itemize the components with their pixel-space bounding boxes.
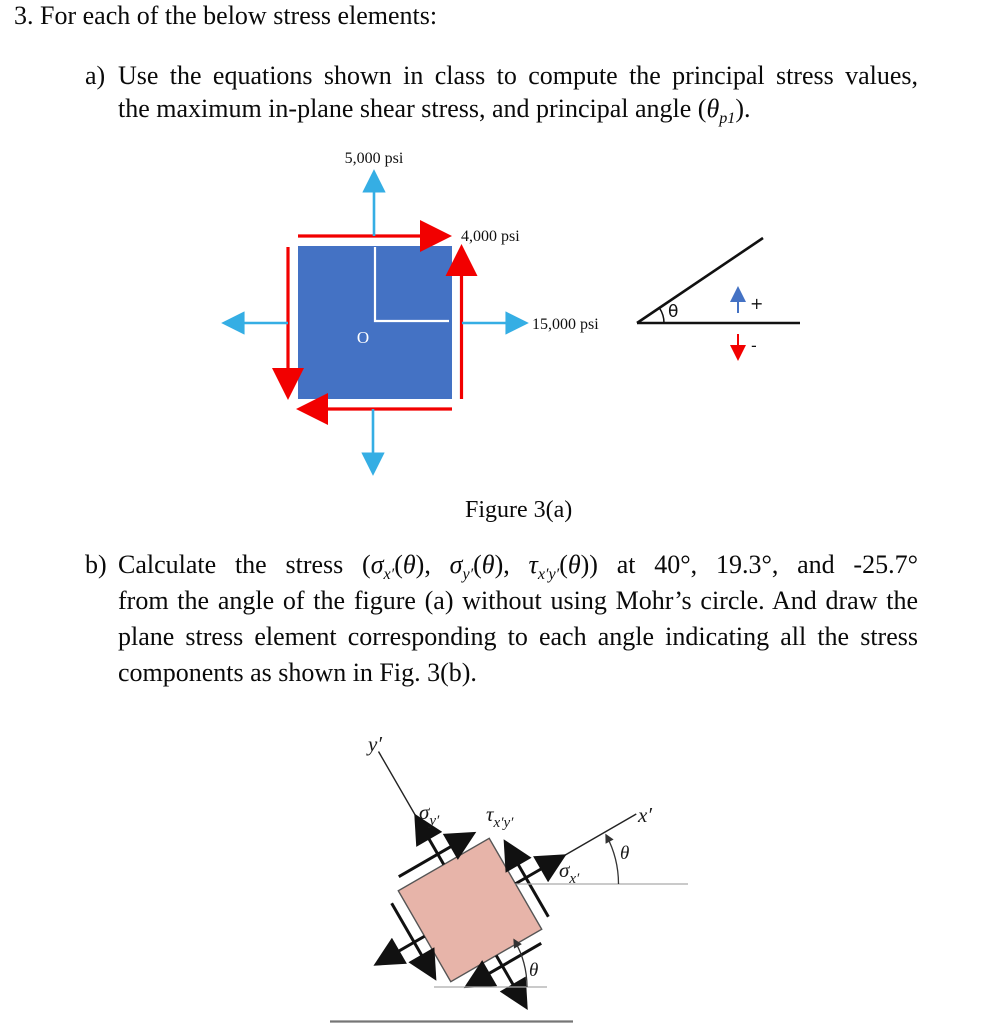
- origin-label: O: [356, 328, 370, 347]
- x-prime-axis-label: x′: [638, 803, 652, 827]
- paren: ),: [415, 550, 450, 579]
- part-b-marker: b): [85, 550, 107, 579]
- part-b-line4: components as shown in Fig. 3(b).: [118, 658, 477, 687]
- plus-label: +: [750, 294, 764, 313]
- lower-theta-arc: [515, 941, 528, 988]
- tau-x-prime-y-prime-label: $\tau_{x'y'}$: [486, 802, 514, 831]
- sigma-x-sub: x′: [383, 566, 395, 584]
- paren: (: [559, 550, 568, 579]
- sign-convention-diagram: [637, 238, 800, 357]
- part-a-marker: a): [85, 61, 106, 90]
- theta-subscript: p1: [719, 110, 736, 128]
- sigma-y-sub: y′: [462, 566, 474, 584]
- part-a-line2-end: ).: [735, 94, 751, 123]
- theta-symbol: θ: [481, 550, 495, 579]
- sigma-x-prime-label: $\sigma_{x'}$: [559, 858, 580, 887]
- upper-theta-arc: [606, 836, 618, 884]
- figure-b-diagram: [0, 700, 991, 1024]
- paren: (: [394, 550, 403, 579]
- y-prime-axis-label: y′: [368, 732, 382, 756]
- sigma-y-value-label: 5,000 psi: [344, 150, 404, 167]
- part-b-line1-pre: Calculate the stress (: [118, 550, 371, 579]
- figure-a-caption: Figure 3(a): [465, 497, 573, 523]
- upper-theta-label: θ: [620, 843, 630, 864]
- part-b-line2: from the angle of the figure (a) without using Mohr’s circle. And draw the: [118, 586, 918, 615]
- tau-sub: x′y′: [537, 566, 560, 584]
- paren: ),: [494, 550, 529, 579]
- lower-theta-label: θ: [529, 960, 539, 981]
- sigma-x-symbol: σ: [370, 550, 384, 579]
- part-a-line2: [118, 94, 751, 128]
- sigma-y-prime-label: $\sigma_{y'}$: [419, 800, 440, 829]
- paren: (: [473, 550, 482, 579]
- part-a-line2-text: the maximum in-plane shear stress, and principal angle (: [118, 94, 707, 123]
- tau-symbol: τ: [528, 550, 538, 579]
- sigma-x-value-label: 15,000 psi: [532, 316, 599, 333]
- theta-label: θ: [668, 302, 679, 322]
- figure-a-diagram: [0, 140, 991, 512]
- problem-title: 3. For each of the below stress elements:: [14, 1, 438, 30]
- part-b-line1: [118, 550, 918, 584]
- tau-value-label: 4,000 psi: [461, 228, 520, 245]
- rotated-stress-element: [398, 838, 541, 981]
- theta-symbol: θ: [706, 94, 720, 123]
- part-a-line1: Use the equations shown in class to compute the principal stress values,: [118, 61, 918, 90]
- theta-symbol: θ: [567, 550, 581, 579]
- part-b-line1-angles: at 40°, 19.3°, and -25.7°: [597, 550, 918, 579]
- minus-label: -: [751, 336, 757, 355]
- paren: )): [580, 550, 598, 579]
- part-b-line3: plane stress element corresponding to each angle indicating all the stress: [118, 622, 918, 651]
- sigma-y-symbol: σ: [449, 550, 463, 579]
- rotated-element-group: [288, 700, 690, 1024]
- theta-arc: [659, 308, 664, 323]
- inclined-line: [637, 238, 763, 323]
- theta-symbol: θ: [402, 550, 416, 579]
